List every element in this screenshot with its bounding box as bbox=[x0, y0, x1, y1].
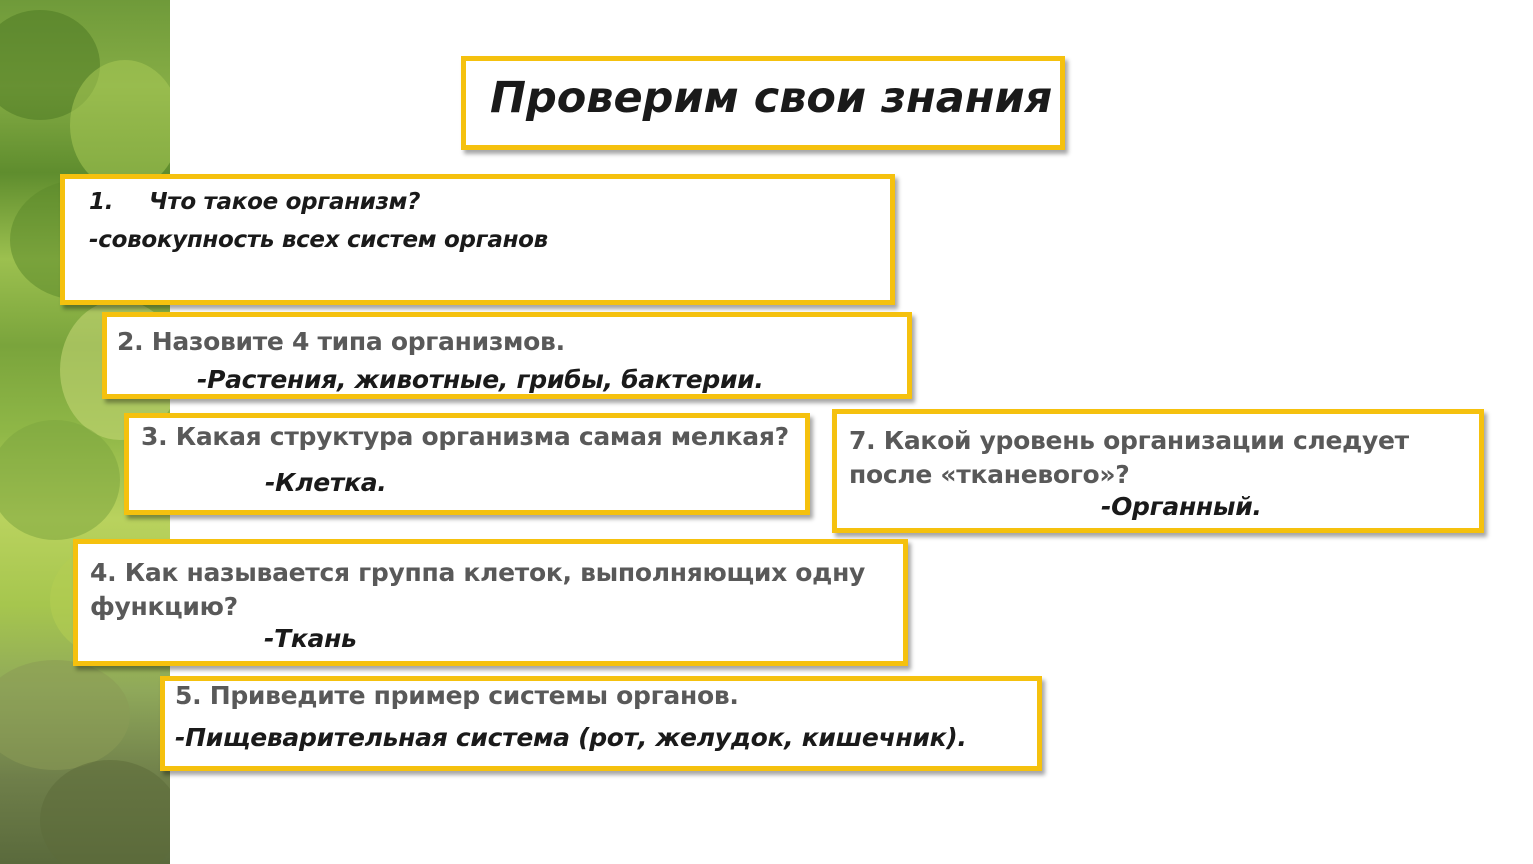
answer-text: -совокупность всех систем органов bbox=[89, 227, 548, 253]
page-title: Проверим свои знания bbox=[490, 73, 1053, 123]
question-number: 1. bbox=[89, 189, 114, 215]
question-text-line1: 7. Какой уровень организации следует bbox=[849, 426, 1409, 455]
question-text-line2: функцию? bbox=[90, 592, 238, 621]
question-card-3 bbox=[124, 413, 810, 515]
question-card-1 bbox=[60, 174, 895, 305]
answer-text: -Растения, животные, грибы, бактерии. bbox=[197, 365, 764, 394]
question-text: Что такое организм? bbox=[149, 189, 421, 215]
title-box bbox=[461, 56, 1065, 150]
question-card-7 bbox=[832, 409, 1484, 533]
question-card-2 bbox=[102, 312, 912, 399]
question-text: 3. Какая структура организма самая мелкая? bbox=[141, 422, 789, 451]
question-card-4 bbox=[73, 539, 908, 666]
question-text-line1: 4. Как называется группа клеток, выполняющих одну bbox=[90, 558, 866, 587]
answer-text: -Пищеварительная система (рот, желудок, кишечник). bbox=[175, 723, 967, 752]
question-text: 2. Назовите 4 типа организмов. bbox=[117, 327, 565, 356]
answer-text: -Клетка. bbox=[265, 468, 387, 497]
question-text-line2: после «тканевого»? bbox=[849, 460, 1130, 489]
question-card-5 bbox=[160, 676, 1042, 771]
question-text: 5. Приведите пример системы органов. bbox=[175, 681, 739, 710]
answer-text: -Ткань bbox=[264, 624, 357, 653]
answer-text: -Органный. bbox=[1101, 492, 1262, 521]
